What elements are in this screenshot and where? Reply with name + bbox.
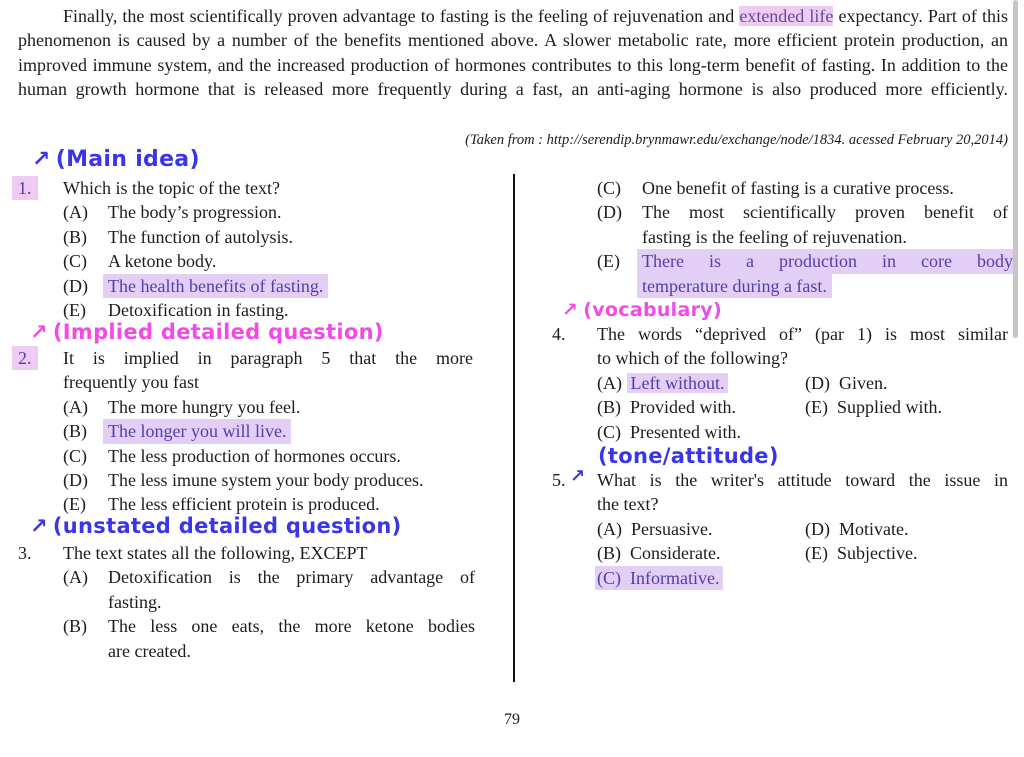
arrow-icon: ↗	[570, 466, 586, 487]
question-1	[18, 176, 498, 322]
option-a[interactable]: (A) Persuasive.	[597, 518, 713, 539]
question-stem-cont: the text?	[597, 494, 659, 515]
option-c[interactable]: (C) Presented with.	[597, 421, 741, 442]
note-implied-question: ↗ (Implied detailed question)	[30, 320, 384, 344]
question-stem: The words “deprived of” (par 1) is most similar	[597, 324, 1008, 344]
question-2	[18, 346, 498, 517]
question-number: 1.	[12, 176, 38, 200]
option-e[interactable]: (E) Subjective.	[805, 543, 918, 564]
option-b[interactable]: (B) Provided with.	[597, 397, 736, 418]
option-d[interactable]: (D) Given.	[805, 372, 888, 393]
passage-text-rest: expectancy. Part of this phenomenon is caused by a number of the benefits mentioned above. A slower metabolic rate, more efficient protein production, an improved immune system, and the increased production of hormones contributes to this long-term benefit of fasting. In addition to the human growth hormone that is released more frequently during a fast, an anti-aging hormone is also produced more efficiently.	[18, 6, 1008, 100]
option-c[interactable]: (C) A ketone body.	[63, 251, 217, 272]
passage-paragraph	[18, 4, 1008, 126]
question-stem: The text states all the following, EXCEPT	[63, 543, 368, 563]
option-c[interactable]: (C) Informative.	[595, 566, 723, 590]
option-b[interactable]: (B) The function of autolysis.	[63, 226, 293, 247]
question-4	[552, 322, 1008, 444]
arrow-icon: ↗	[30, 514, 48, 538]
highlighted-answer: The longer you will live.	[103, 419, 291, 443]
note-main-idea: ↗ (Main idea)	[32, 147, 200, 172]
scrollbar[interactable]	[1013, 0, 1018, 338]
option-b[interactable]: (B) The longer you will live.	[18, 419, 498, 443]
page-number: 79	[504, 711, 520, 728]
option-a[interactable]: (A) The body’s progression.	[63, 202, 282, 223]
passage-text: Finally, the most scientifically proven advantage to fasting is the feeling of rejuvenation and	[63, 6, 740, 26]
passage-highlight: extended life	[739, 6, 834, 26]
question-5	[552, 468, 1008, 590]
question-number: 3.	[18, 543, 32, 563]
question-number: 4.	[552, 324, 566, 344]
option-d[interactable]: (D) Motivate.	[805, 518, 909, 539]
source-citation: (Taken from : http://serendip.brynmawr.edu/exchange/node/1834. acessed February 20,2014)	[465, 132, 1008, 148]
question-number: 2.	[12, 346, 38, 370]
question-stem: Which is the topic of the text?	[63, 178, 280, 198]
option-d[interactable]: (D) The most scientifically proven benefit of fasting is the feeling of rejuvenation.	[597, 202, 1008, 247]
highlighted-answer: Informative.	[630, 567, 720, 588]
highlighted-answer: The health benefits of fasting.	[103, 274, 328, 298]
note-tone-attitude: ↗ (tone/attitude)	[570, 444, 779, 487]
question-3-continued	[552, 176, 1013, 298]
note-unstated-question: ↗ (unstated detailed question)	[30, 514, 402, 538]
arrow-icon: ↗	[30, 320, 48, 344]
option-e[interactable]: (E) The less efficient protein is produced.	[63, 494, 380, 515]
column-divider	[513, 174, 515, 682]
question-stem: It is implied in paragraph 5 that the more	[63, 348, 473, 368]
option-a[interactable]: (A) Left without.	[597, 371, 728, 395]
question-stem-cont: frequently you fast	[63, 372, 199, 393]
option-d[interactable]: (D) The less imune system your body produces.	[63, 469, 424, 490]
option-a[interactable]: (A) Detoxification is the primary advantage of fasting.	[63, 567, 475, 612]
option-b[interactable]: (B) The less one eats, the more ketone bodies are created.	[63, 616, 475, 661]
note-vocabulary: ↗ (vocabulary)	[562, 299, 722, 321]
question-stem-cont: to which of the following?	[597, 348, 788, 369]
arrow-icon: ↗	[562, 299, 579, 321]
question-stem: What is the writer's attitude toward the issue in	[597, 470, 1008, 490]
option-c[interactable]: (C) The less production of hormones occurs.	[63, 445, 401, 466]
option-e[interactable]: (E) Detoxification in fasting.	[63, 299, 289, 320]
question-number: 5.	[552, 470, 566, 490]
option-e[interactable]: (E) Supplied with.	[805, 397, 942, 418]
option-c[interactable]: (C) One benefit of fasting is a curative process.	[597, 178, 954, 198]
highlighted-answer: There is a production in core body	[637, 249, 1013, 273]
option-e[interactable]: (E) There is a production in core body temperature during a fast.	[552, 249, 1008, 298]
question-3	[18, 541, 498, 663]
highlighted-answer-cont: temperature during a fast.	[637, 274, 832, 298]
highlighted-answer: Left without.	[627, 373, 729, 393]
option-a[interactable]: (A) The more hungry you feel.	[63, 396, 301, 417]
option-d[interactable]: (D) The health benefits of fasting.	[18, 274, 498, 298]
option-b[interactable]: (B) Considerate.	[597, 543, 721, 564]
arrow-icon: ↗	[32, 147, 51, 172]
